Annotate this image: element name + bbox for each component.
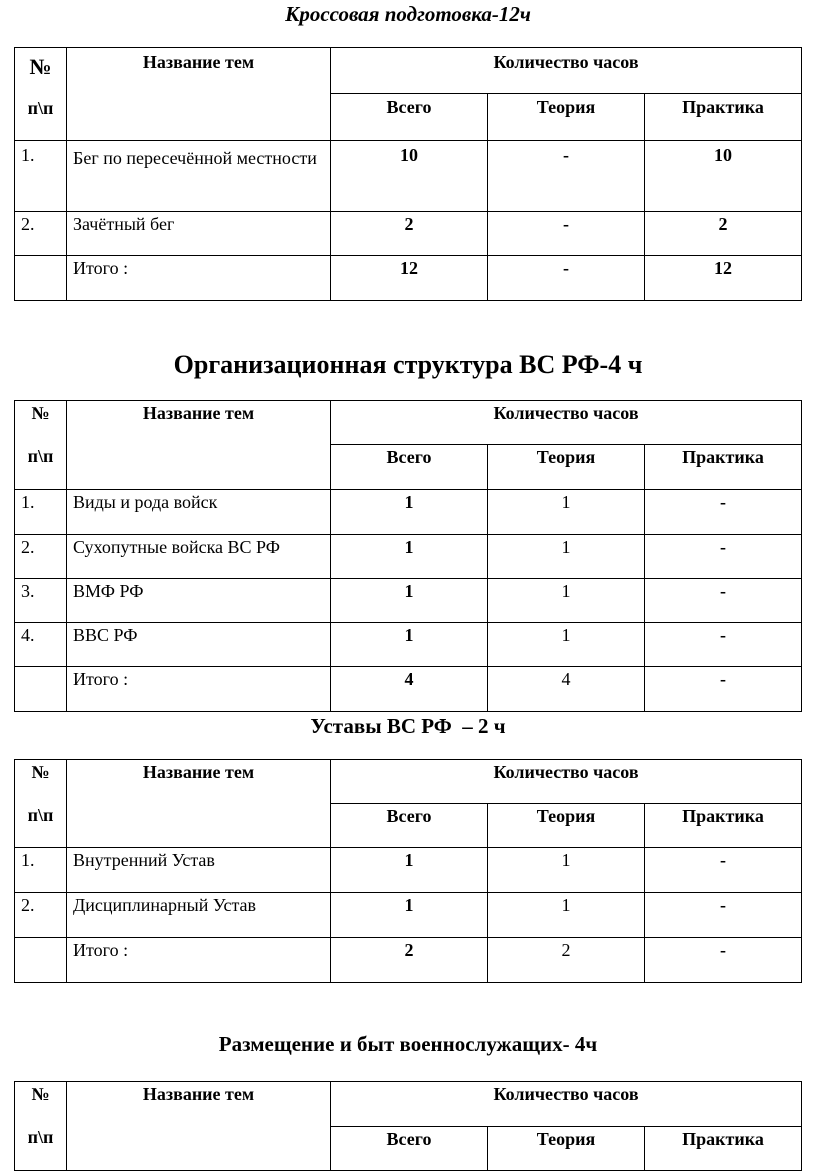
hours-table	[14, 400, 802, 712]
row-topic: Сухопутные войска ВС РФ	[67, 535, 331, 579]
practice-header: Практика	[645, 804, 802, 848]
row-practice: -	[645, 490, 802, 535]
section-title: Размещение и быт военнослужащих- 4ч	[218, 1032, 598, 1056]
row-practice: 12	[645, 256, 802, 301]
row-topic: Итого :	[67, 938, 331, 983]
row-total: 2	[331, 938, 488, 983]
row-theory: 1	[488, 893, 645, 938]
row-total: 1	[331, 893, 488, 938]
section-title: Организационная структура ВС РФ-4 ч	[173, 350, 643, 379]
row-practice: -	[645, 623, 802, 667]
hours-header: Количество часов	[331, 401, 802, 445]
topic-header: Название тем	[67, 48, 331, 141]
row-topic: Внутренний Устав	[67, 848, 331, 893]
section-title: Уставы ВС РФ – 2 ч	[310, 714, 506, 738]
row-number: 2.	[15, 893, 67, 938]
num-header-top: №	[31, 762, 50, 782]
total-header: Всего	[331, 445, 488, 490]
num-header-top: №	[29, 54, 52, 79]
row-practice: -	[645, 848, 802, 893]
total-header: Всего	[331, 1127, 488, 1171]
row-topic: Дисциплинарный Устав	[67, 893, 331, 938]
row-total: 1	[331, 490, 488, 535]
num-header-cell	[15, 48, 67, 141]
table-row	[15, 256, 802, 301]
hours-table	[14, 1081, 802, 1171]
row-practice: -	[645, 535, 802, 579]
topic-header: Название тем	[67, 760, 331, 848]
num-header-bottom: п\п	[27, 805, 54, 825]
table-row	[15, 579, 802, 623]
num-header-cell	[15, 760, 67, 848]
row-number: 1.	[15, 848, 67, 893]
hours-header: Количество часов	[331, 48, 802, 94]
num-header-cell	[15, 401, 67, 490]
row-topic: Зачётный бег	[67, 212, 331, 256]
row-topic: Бег по пересечённой местности	[67, 141, 331, 212]
row-total: 1	[331, 535, 488, 579]
row-practice: -	[645, 579, 802, 623]
topic-header: Название тем	[67, 401, 331, 490]
table-row	[15, 535, 802, 579]
table-row	[15, 212, 802, 256]
table-row	[15, 141, 802, 212]
row-topic: ВМФ РФ	[67, 579, 331, 623]
section-title: Кроссовая подготовка-12ч	[285, 2, 531, 26]
row-number: 3.	[15, 579, 67, 623]
theory-header: Теория	[488, 804, 645, 848]
num-header-bottom: п\п	[27, 98, 54, 118]
row-total: 1	[331, 579, 488, 623]
practice-header: Практика	[645, 1127, 802, 1171]
num-header-top: №	[31, 403, 50, 423]
num-header-cell	[15, 1082, 67, 1171]
row-topic: Итого :	[67, 667, 331, 712]
row-number: 2.	[15, 535, 67, 579]
row-theory: 1	[488, 623, 645, 667]
total-header: Всего	[331, 804, 488, 848]
row-total: 1	[331, 623, 488, 667]
table-row	[15, 623, 802, 667]
num-header-bottom: п\п	[27, 446, 54, 466]
num-header-top: №	[31, 1084, 50, 1104]
row-number: 2.	[15, 212, 67, 256]
row-topic: Итого :	[67, 256, 331, 301]
table-row	[15, 893, 802, 938]
practice-header: Практика	[645, 445, 802, 490]
theory-header: Теория	[488, 1127, 645, 1171]
row-theory: 1	[488, 535, 645, 579]
row-practice: -	[645, 667, 802, 712]
row-theory: 1	[488, 490, 645, 535]
row-topic: Виды и рода войск	[67, 490, 331, 535]
row-total: 12	[331, 256, 488, 301]
table-row	[15, 938, 802, 983]
table-row	[15, 848, 802, 893]
row-number: 4.	[15, 623, 67, 667]
hours-header: Количество часов	[331, 1082, 802, 1127]
topic-header: Название тем	[67, 1082, 331, 1171]
row-practice: -	[645, 893, 802, 938]
row-number: 1.	[15, 490, 67, 535]
row-number	[15, 667, 67, 712]
row-theory: 4	[488, 667, 645, 712]
row-theory: -	[488, 256, 645, 301]
row-practice: -	[645, 938, 802, 983]
row-practice: 10	[645, 141, 802, 212]
hours-table	[14, 47, 802, 301]
row-total: 2	[331, 212, 488, 256]
row-theory: 1	[488, 579, 645, 623]
row-theory: 2	[488, 938, 645, 983]
hours-header: Количество часов	[331, 760, 802, 804]
total-header: Всего	[331, 94, 488, 141]
row-practice: 2	[645, 212, 802, 256]
row-theory: 1	[488, 848, 645, 893]
num-header-bottom: п\п	[27, 1127, 54, 1147]
row-number: 1.	[15, 141, 67, 212]
row-number	[15, 256, 67, 301]
row-total: 4	[331, 667, 488, 712]
row-total: 1	[331, 848, 488, 893]
row-total: 10	[331, 141, 488, 212]
practice-header: Практика	[645, 94, 802, 141]
theory-header: Теория	[488, 94, 645, 141]
row-number	[15, 938, 67, 983]
row-theory: -	[488, 212, 645, 256]
row-topic: ВВС РФ	[67, 623, 331, 667]
table-row	[15, 667, 802, 712]
row-theory: -	[488, 141, 645, 212]
table-row	[15, 490, 802, 535]
hours-table	[14, 759, 802, 983]
theory-header: Теория	[488, 445, 645, 490]
